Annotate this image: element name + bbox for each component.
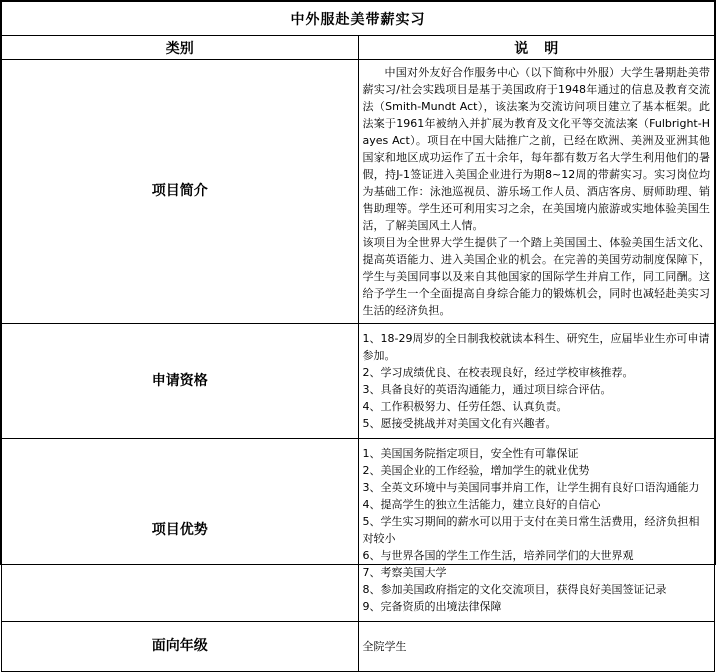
list-item: 1、18-29周岁的全日制我校就读本科生、研究生，应届毕业生亦可申请参加。 <box>362 332 710 362</box>
row-advantages <box>2 439 715 622</box>
apply-list <box>358 324 715 439</box>
list-item: 6、与世界各国的学生工作生活，培养同学们的大世界观 <box>362 549 634 562</box>
list-item: 3、全英文环境中与美国同事并肩工作，让学生拥有良好口语沟通能力 <box>362 481 700 494</box>
category-intro: 项目简介 <box>2 60 359 324</box>
grade-value: 全院学生 <box>358 622 715 672</box>
header-category: 类别 <box>2 36 359 60</box>
category-grade: 面向年级 <box>2 622 359 672</box>
list-item: 3、具备良好的英语沟通能力，通过项目综合评估。 <box>362 383 612 396</box>
list-item: 5、学生实习期间的薪水可以用于支付在美日常生活费用，经济负担相对较小 <box>362 515 700 545</box>
category-apply: 申请资格 <box>2 324 359 439</box>
row-grade <box>2 622 715 672</box>
list-item: 5、愿接受挑战并对美国文化有兴趣者。 <box>362 417 557 430</box>
header-row <box>2 36 715 60</box>
intro-paragraph-2: 该项目为全世界大学生提供了一个踏上美国国土、体验美国生活文化、提高英语能力、进入美国企业的机会。在完善的美国劳动制度保障下，学生与美国同事以及来自其他国家的国际学生并肩工作，同工同酬。这给予学生一个全面提高自身综合能力的锻炼机会，同时也减轻赴美实习生活的经济负担。 <box>362 236 710 317</box>
list-item: 4、工作积极努力、任劳任怨、认真负责。 <box>362 400 568 413</box>
list-item: 4、提高学生的独立生活能力，建立良好的自信心 <box>362 498 601 511</box>
intro-text <box>358 60 715 324</box>
list-item: 1、美国国务院指定项目，安全性有可靠保证 <box>362 447 579 460</box>
title-row <box>2 2 715 36</box>
info-table <box>1 1 715 672</box>
list-item: 9、完备资质的出境法律保障 <box>362 600 502 613</box>
header-description: 说明 <box>358 36 715 60</box>
list-item: 2、美国企业的工作经验，增加学生的就业优势 <box>362 464 590 477</box>
advantages-list <box>358 439 715 622</box>
list-item: 8、参加美国政府指定的文化交流项目，获得良好美国签证记录 <box>362 583 667 596</box>
row-intro <box>2 60 715 324</box>
list-item: 7、考察美国大学 <box>362 566 447 579</box>
category-advantages: 项目优势 <box>2 439 359 622</box>
intro-paragraph-1: 中国对外友好合作服务中心（以下简称中外服）大学生暑期赴美带薪实习/社会实践项目是基于美国政府于1948年通过的信息及教育交流法（Smith-Mundt Act），该法案为交流访问项目建立了基本框架。此法案于1961年被纳入并扩展为教育及文化平等交流法案（Fulbright-Hayes Act）。项目在中国大陆推广之前，已经在欧洲、美洲及亚洲其他国家和地区成功运作了五十余年，每年都有数万名大学生利用他们的暑假，持J-1签证进入美国企业进行为期8~12周的带薪实习。实习岗位均为基础工作：泳池巡视员、游乐场工作人员、酒店客房、厨师助理、销售助理等。学生还可利用实习之余，在美国境内旅游或实地体验美国生活，了解美国风土人情。 <box>362 66 710 232</box>
list-item: 2、学习成绩优良、在校表现良好，经过学校审核推荐。 <box>362 366 634 379</box>
table-title: 中外服赴美带薪实习 <box>2 2 715 36</box>
row-apply <box>2 324 715 439</box>
